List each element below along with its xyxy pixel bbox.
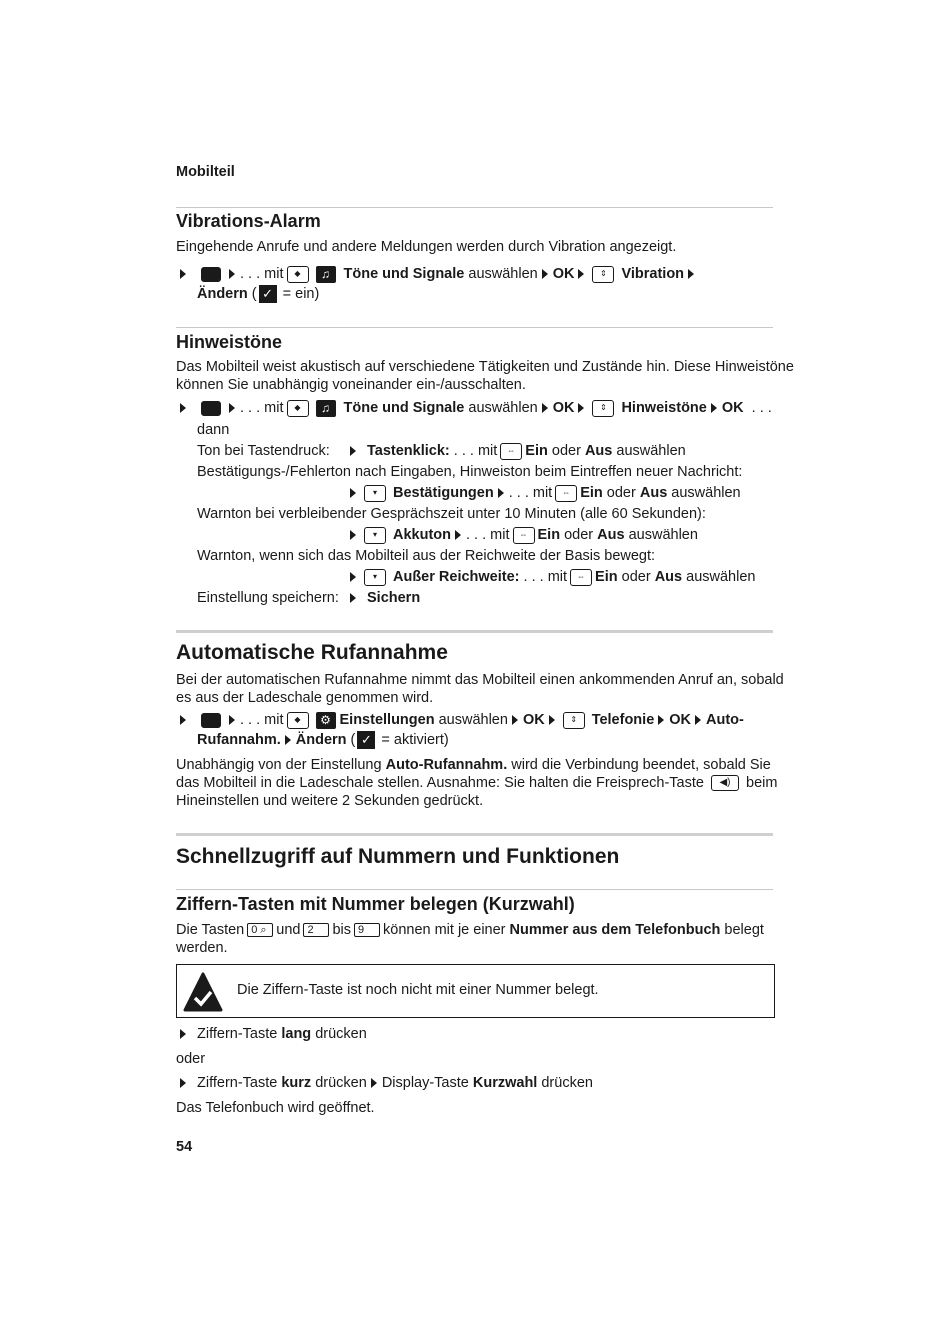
up-down-key-icon: ⇕ bbox=[592, 266, 614, 283]
instruction-line: Rufannahm. Ändern ( ✓ = aktiviert) bbox=[197, 732, 449, 748]
row-label: Ton bei Tastendruck: bbox=[197, 443, 330, 459]
left-right-key-icon: ⇔ bbox=[570, 569, 592, 586]
music-note-icon: ♫ bbox=[316, 400, 336, 417]
instruction-line: Ändern ( ✓ = ein) bbox=[197, 286, 320, 302]
step-arrow bbox=[176, 1025, 191, 1043]
section-title-vibration: Vibrations-Alarm bbox=[176, 211, 321, 231]
section-title-rufannahme: Automatische Rufannahme bbox=[176, 641, 448, 664]
paragraph-line: Unabhängig von der Einstellung Auto-Rufannahm. wird die Verbindung beendet, sobald Sie bbox=[176, 757, 771, 773]
row-label: Einstellung speichern: bbox=[197, 590, 339, 606]
section-description: Bei der automatischen Rufannahme nimmt das Mobilteil einen ankommenden Anruf an, sobald bbox=[176, 672, 784, 688]
section-description: Das Mobilteil weist akustisch auf verschiedene Tätigkeiten und Zustände hin. Diese Hinweistöne bbox=[176, 359, 794, 375]
instruction-line: ▾ Akkuton . . . mit ⇔ Ein oder Aus auswählen bbox=[346, 526, 698, 544]
instruction-line: Tastenklick: . . . mit ⇔ Ein oder Aus auswählen bbox=[346, 442, 686, 460]
section-description: können Sie unabhängig voneinander ein-/ausschalten. bbox=[176, 377, 526, 393]
page-number: 54 bbox=[176, 1139, 193, 1155]
instruction-line: . . . mit ◆ ♫ Töne und Signale auswählen OK ⇕ Vibration bbox=[197, 265, 699, 283]
up-down-key-icon: ⇕ bbox=[592, 400, 614, 417]
divider bbox=[176, 327, 773, 328]
digit-key-9-icon: 9 bbox=[354, 923, 380, 937]
menu-key-icon bbox=[201, 401, 221, 416]
instruction-line: ▾ Außer Reichweite: . . . mit ⇔ Ein oder Aus auswählen bbox=[346, 568, 755, 586]
left-right-key-icon: ⇔ bbox=[500, 443, 522, 460]
paragraph-line: das Mobilteil in die Ladeschale stellen. Ausnahme: Sie halten die Freisprech-Taste ◀) beim bbox=[176, 775, 778, 791]
paragraph-line: Hineinstellen und weitere 2 Sekunden gedrückt. bbox=[176, 793, 484, 809]
step-arrow bbox=[176, 1074, 191, 1092]
instruction-line: Ziffern-Taste lang drücken bbox=[197, 1026, 367, 1042]
section-title-schnellzugriff: Schnellzugriff auf Nummern und Funktionen bbox=[176, 845, 620, 868]
digit-key-0-icon: 0 ⌕ bbox=[247, 923, 273, 937]
row-label: Bestätigungs-/Fehlerton nach Eingaben, Hinweiston beim Eintreffen neuer Nachricht: bbox=[197, 464, 743, 480]
paragraph-line: Die Tasten 0 ⌕ und 2 bis 9 können mit je einer Nummer aus dem Telefonbuch belegt bbox=[176, 922, 764, 938]
row-label: Warnton, wenn sich das Mobilteil aus der Reichweite der Basis bewegt: bbox=[197, 548, 656, 564]
row-label: Warnton bei verbleibender Gesprächszeit unter 10 Minuten (alle 60 Sekunden): bbox=[197, 506, 706, 522]
down-key-icon: ▾ bbox=[364, 569, 386, 586]
running-header: Mobilteil bbox=[176, 164, 235, 180]
down-key-icon: ▾ bbox=[364, 527, 386, 544]
music-note-icon: ♫ bbox=[316, 266, 336, 283]
down-key-icon: ▾ bbox=[364, 485, 386, 502]
divider bbox=[176, 630, 773, 633]
digit-key-2-icon: 2 bbox=[303, 923, 329, 937]
instruction-line: ▾ Bestätigungen . . . mit ⇔ Ein oder Aus auswählen bbox=[346, 484, 741, 502]
divider bbox=[176, 889, 773, 890]
left-right-key-icon: ⇔ bbox=[513, 527, 535, 544]
section-title-hinweistoene: Hinweistöne bbox=[176, 332, 283, 352]
control-key-icon: ◆ bbox=[287, 712, 309, 729]
instruction-line: Sichern bbox=[346, 589, 420, 607]
step-arrow bbox=[176, 265, 191, 283]
instruction-line: Ziffern-Taste kurz drücken Display-Taste Kurzwahl drücken bbox=[197, 1075, 593, 1091]
divider bbox=[176, 833, 773, 836]
paragraph-line: werden. bbox=[176, 940, 228, 956]
control-key-icon: ◆ bbox=[287, 266, 309, 283]
up-down-key-icon: ⇕ bbox=[563, 712, 585, 729]
section-description: Eingehende Anrufe und andere Meldungen werden durch Vibration angezeigt. bbox=[176, 239, 677, 255]
note-text: Die Ziffern-Taste ist noch nicht mit einer Nummer belegt. bbox=[237, 982, 599, 998]
oder-text: oder bbox=[176, 1051, 206, 1067]
step-arrow bbox=[176, 399, 191, 417]
menu-key-icon bbox=[201, 713, 221, 728]
section-description: es aus der Ladeschale genommen wird. bbox=[176, 690, 434, 706]
divider bbox=[176, 207, 773, 208]
instruction-line: . . . mit ◆ ⚙ Einstellungen auswählen OK ⇕ Telefonie OK Auto- bbox=[197, 711, 744, 729]
precondition-check-icon bbox=[183, 972, 223, 1012]
checkbox-checked-icon: ✓ bbox=[357, 731, 375, 749]
dann-text: dann bbox=[197, 422, 230, 438]
instruction-line: . . . mit ◆ ♫ Töne und Signale auswählen OK ⇕ Hinweistöne OK . . . bbox=[197, 399, 772, 417]
paragraph-line: Das Telefonbuch wird geöffnet. bbox=[176, 1100, 375, 1116]
settings-gear-icon: ⚙ bbox=[316, 712, 336, 729]
checkbox-checked-icon: ✓ bbox=[259, 285, 277, 303]
speaker-key-icon: ◀) bbox=[711, 775, 739, 791]
step-arrow bbox=[176, 711, 191, 729]
menu-key-icon bbox=[201, 267, 221, 282]
precondition-note bbox=[176, 964, 775, 1018]
left-right-key-icon: ⇔ bbox=[555, 485, 577, 502]
control-key-icon: ◆ bbox=[287, 400, 309, 417]
subsection-title-kurzwahl: Ziffern-Tasten mit Nummer belegen (Kurzwahl) bbox=[176, 894, 575, 914]
